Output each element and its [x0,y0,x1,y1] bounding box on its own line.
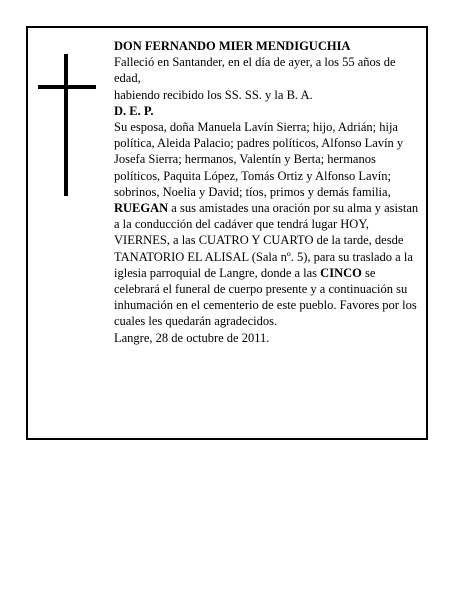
family-list: Su esposa, doña Manuela Lavín Sierra; hijo, Adrián; hija política, Aleida Palacio; padres políticos, Alfonso Lavín y Josefa Sierra; hermanos, Valentín y Berta; hermanos políticos, Paquita López, Tomás Ortiz y Alfonso Lavín; sobrinos, Noelia y David; tíos, primos y demás familia, [114,120,404,199]
sacraments-line: habiendo recibido los SS. SS. y la B. A. [114,87,313,102]
death-announcement: Falleció en Santander, en el día de ayer, a los 55 años de edad, [114,55,396,86]
cross-icon-horizontal-bar [38,85,96,89]
request-paragraph [114,200,422,330]
place-and-date: Langre, 28 de octubre de 2011. [114,330,270,345]
rest-in-peace: D. E. P. [114,103,154,118]
request-text: a sus amistades una oración por su alma y asistan a la conducción del cadáver que tendrá lugar HOY, VIERNES, a las CUATRO Y CUARTO de la tarde, desde TANATORIO EL ALISAL (Sala nº. 5), para su traslado a la iglesia parroquial de Langre, donde a las [114,201,419,280]
closing-text: se celebrará el funeral de cuerpo presente y a continuación su inhumación en el cementerio de este pueblo. Favores por los cuales les quedarán agradecidos. [114,265,417,329]
funeral-time: CINCO [320,265,362,280]
request-keyword: RUEGAN [114,201,169,216]
cross-icon-vertical-bar [64,54,68,196]
obituary-text [114,38,422,346]
deceased-name: DON FERNANDO MIER MENDIGUCHIA [114,39,351,53]
